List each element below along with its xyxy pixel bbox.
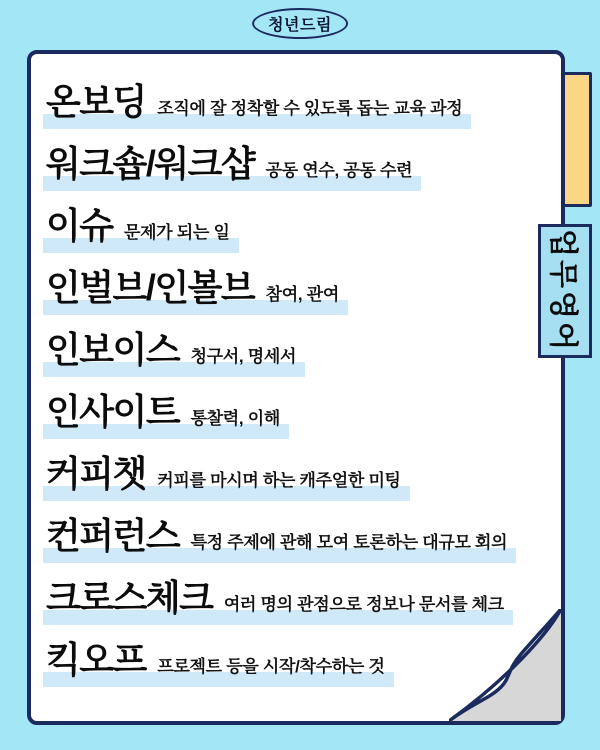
term-text: 워크숍/워크샵 bbox=[46, 143, 255, 184]
term-text: 인벌브/인볼브 bbox=[46, 267, 255, 308]
term-text: 인사이트 bbox=[46, 391, 180, 432]
definition-text: 청구서, 명세서 bbox=[190, 347, 297, 366]
term-row bbox=[46, 640, 553, 680]
term-text: 크로스체크 bbox=[46, 577, 213, 618]
definition-text: 공동 연수, 공동 수련 bbox=[265, 161, 413, 180]
brand-badge-label: 청년드림 bbox=[268, 17, 332, 34]
definition-text: 여러 명의 관점으로 정보나 문서를 체크 bbox=[223, 595, 504, 614]
term-text: 온보딩 bbox=[46, 81, 146, 122]
term-row bbox=[46, 206, 553, 246]
term-row bbox=[46, 392, 553, 432]
definition-text: 특정 주제에 관해 모여 토론하는 대규모 회의 bbox=[190, 533, 508, 552]
term-row bbox=[46, 516, 553, 556]
side-tab-label: 업무영어 bbox=[546, 228, 579, 354]
term-text: 컨퍼런스 bbox=[46, 515, 180, 556]
definition-text: 문제가 되는 일 bbox=[124, 223, 230, 242]
definition-text: 통찰력, 이해 bbox=[190, 409, 281, 428]
brand-badge bbox=[252, 8, 348, 39]
term-text: 킥오프 bbox=[46, 639, 146, 680]
term-text: 커피챗 bbox=[46, 453, 146, 494]
term-row bbox=[46, 454, 553, 494]
definition-text: 조직에 잘 정착할 수 있도록 돕는 교육 과정 bbox=[157, 99, 463, 118]
term-row bbox=[46, 578, 553, 618]
term-row bbox=[46, 82, 553, 122]
term-row bbox=[46, 330, 553, 370]
definition-text: 프로젝트 등을 시작/착수하는 것 bbox=[157, 657, 385, 676]
definition-text: 커피를 마시며 하는 캐주얼한 미팅 bbox=[157, 471, 401, 490]
definition-text: 참여, 관여 bbox=[265, 285, 339, 304]
term-text: 인보이스 bbox=[46, 329, 180, 370]
term-text: 이슈 bbox=[46, 205, 113, 246]
side-tab-business-english bbox=[538, 224, 592, 358]
term-row bbox=[46, 268, 553, 308]
term-list bbox=[31, 54, 561, 680]
term-row bbox=[46, 144, 553, 184]
vocab-card bbox=[27, 50, 565, 725]
